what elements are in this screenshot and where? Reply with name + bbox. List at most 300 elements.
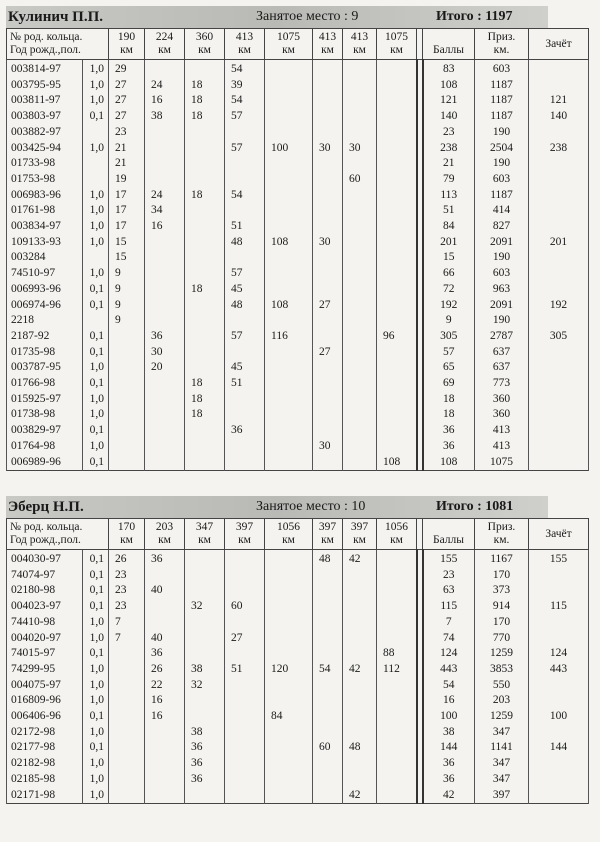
distance-score: 88 [377,646,417,662]
score [529,455,589,471]
points: 42 [423,788,475,804]
distance-score [377,345,417,361]
table-row [7,60,589,78]
distance-score [313,93,343,109]
distance-unit: км [321,534,334,546]
table-row [7,662,589,678]
score: 305 [529,329,589,345]
distance-score [343,93,377,109]
score [529,345,589,361]
distance-score: 57 [225,141,265,157]
distance-score [313,392,343,408]
distance-score [313,60,343,78]
distance-score [109,455,145,471]
distance-score: 18 [185,376,225,392]
prize-km: 347 [475,725,529,741]
distance-score [225,615,265,631]
distance-score: 38 [145,109,185,125]
distance-score [313,678,343,694]
score [529,788,589,804]
score-header-label: Зачёт [545,527,572,540]
ring-number: 006993-96 [7,282,83,298]
table-row [7,740,589,756]
year-sex: 0,1 [83,550,109,568]
table-row [7,360,589,376]
distance-score [377,235,417,251]
distance-score [313,455,343,471]
prize-km: 360 [475,407,529,423]
distance-score: 34 [145,203,185,219]
ring-number: 01766-98 [7,376,83,392]
distance-header [313,29,343,60]
ring-header-label: № род. кольца. [10,521,83,533]
year-sex: 1,0 [83,725,109,741]
distance-score: 30 [313,439,343,455]
distance-score [145,298,185,314]
distance-score [109,439,145,455]
distance-score [377,125,417,141]
distance-header [377,29,417,60]
ring-header [7,29,109,60]
distance-score [343,599,377,615]
distance-score [145,313,185,329]
distance-value: 397 [318,521,337,533]
prize-km: 1141 [475,740,529,756]
distance-score [377,678,417,694]
prize-km: 203 [475,693,529,709]
distance-score [265,266,313,282]
year-sex: 1,0 [83,188,109,204]
distance-score: 45 [225,282,265,298]
points-header-label: Баллы [432,44,464,56]
distance-score: 17 [109,188,145,204]
points: 38 [423,725,475,741]
distance-value: 1075 [277,31,300,43]
header-row [7,29,589,60]
distance-score [343,631,377,647]
prize-km: 770 [475,631,529,647]
year-sex: 1,0 [83,78,109,94]
distance-score [109,772,145,788]
distance-score [343,125,377,141]
distance-score [109,725,145,741]
ring-number: 003425-94 [7,141,83,157]
distance-score [225,788,265,804]
distance-score [265,599,313,615]
ring-header-label: № род. кольца. [10,31,83,43]
distance-score: 57 [225,329,265,345]
points: 54 [423,678,475,694]
distance-score [343,772,377,788]
score-header-label: Зачёт [545,37,572,50]
table-row [7,141,589,157]
distance-score [343,568,377,584]
distance-score [377,93,417,109]
distance-score [377,439,417,455]
table-row [7,172,589,188]
table-header [7,29,589,60]
table-row [7,313,589,329]
distance-score [313,646,343,662]
distance-score [185,313,225,329]
prize-header-unit: км. [493,44,510,56]
distance-score [109,646,145,662]
points: 100 [423,709,475,725]
ring-number: 003787-95 [7,360,83,376]
ring-number: 003284 [7,250,83,266]
distance-unit: км [282,44,295,56]
distance-score [145,235,185,251]
distance-score [109,345,145,361]
distance-score [225,550,265,568]
distance-score [343,266,377,282]
distance-score [185,203,225,219]
ring-number: 01764-98 [7,439,83,455]
distance-score [185,709,225,725]
distance-score [377,141,417,157]
prize-km: 373 [475,583,529,599]
distance-score [377,599,417,615]
distance-score [313,772,343,788]
score: 140 [529,109,589,125]
distance-score: 15 [109,235,145,251]
distance-score [265,678,313,694]
table-row [7,693,589,709]
table-body [7,550,589,804]
distance-score [265,392,313,408]
distance-score [313,78,343,94]
distance-score [185,329,225,345]
distance-score [145,599,185,615]
prize-header-unit: км. [493,534,510,546]
distance-score [343,203,377,219]
distance-score [343,709,377,725]
distance-score [185,455,225,471]
year-sex: 1,0 [83,203,109,219]
distance-score [145,407,185,423]
distance-score: 108 [265,235,313,251]
points: 121 [423,93,475,109]
points: 36 [423,756,475,772]
ring-number: 02185-98 [7,772,83,788]
points: 72 [423,282,475,298]
distance-score [109,407,145,423]
distance-score: 23 [109,125,145,141]
distance-value: 170 [117,521,136,533]
distance-score [313,329,343,345]
year-sex: 0,1 [83,298,109,314]
distance-score: 36 [185,756,225,772]
score [529,693,589,709]
distance-score [109,709,145,725]
distance-score [185,172,225,188]
table-row [7,203,589,219]
distance-score [343,235,377,251]
distance-score: 23 [109,568,145,584]
score [529,360,589,376]
distance-score [343,282,377,298]
distance-score: 40 [145,631,185,647]
prize-km: 1167 [475,550,529,568]
year-sex: 0,1 [83,709,109,725]
distance-score: 26 [109,550,145,568]
ring-number: 01738-98 [7,407,83,423]
distance-score [225,156,265,172]
score [529,725,589,741]
points: 192 [423,298,475,314]
year-sex: 0,1 [83,646,109,662]
distance-score [377,583,417,599]
distance-score [145,756,185,772]
points: 7 [423,615,475,631]
distance-score [265,60,313,78]
distance-score [185,568,225,584]
distance-score: 32 [185,678,225,694]
distance-score [343,615,377,631]
points: 63 [423,583,475,599]
points: 18 [423,392,475,408]
distance-score [225,203,265,219]
ring-number: 02182-98 [7,756,83,772]
table-row [7,219,589,235]
distance-score: 48 [313,550,343,568]
distance-score: 36 [145,646,185,662]
table-row [7,266,589,282]
distance-score [265,360,313,376]
distance-value: 347 [195,521,214,533]
distance-header [265,29,313,60]
distance-score [265,756,313,772]
distance-score [109,360,145,376]
distance-score: 36 [185,740,225,756]
distance-score [313,360,343,376]
distance-score [313,282,343,298]
score-header [529,29,589,60]
year-sex: 1,0 [83,772,109,788]
distance-score [377,282,417,298]
ring-number: 01753-98 [7,172,83,188]
prize-km: 170 [475,615,529,631]
distance-score: 30 [145,345,185,361]
prize-km: 190 [475,250,529,266]
ring-number: 74015-97 [7,646,83,662]
distance-score [109,392,145,408]
year-sex: 1,0 [83,266,109,282]
ring-number: 004030-97 [7,550,83,568]
distance-score [109,693,145,709]
distance-unit: км [321,44,334,56]
distance-score [265,455,313,471]
table-row [7,583,589,599]
year-sex: 1,0 [83,219,109,235]
ring-number: 2187-92 [7,329,83,345]
distance-score [225,455,265,471]
table-row [7,250,589,266]
distance-score [377,756,417,772]
distance-score [185,583,225,599]
distance-score [225,693,265,709]
table-row [7,568,589,584]
distance-score [265,407,313,423]
points: 140 [423,109,475,125]
year-sex [83,250,109,266]
points: 18 [423,407,475,423]
prize-km: 190 [475,313,529,329]
prize-km: 603 [475,172,529,188]
distance-score [343,583,377,599]
year-sex: 0,1 [83,455,109,471]
distance-score [185,439,225,455]
distance-score: 54 [225,93,265,109]
distance-score [313,756,343,772]
ring-number: 003814-97 [7,60,83,78]
distance-score [145,423,185,439]
results-table [6,28,589,471]
year-sex: 0,1 [83,376,109,392]
distance-score [343,423,377,439]
distance-score [343,188,377,204]
points: 108 [423,78,475,94]
distance-score: 84 [265,709,313,725]
distance-score [343,219,377,235]
ring-number: 006406-96 [7,709,83,725]
distance-score: 26 [145,662,185,678]
distance-score [313,583,343,599]
ring-number: 004023-97 [7,599,83,615]
score [529,678,589,694]
distance-score [377,550,417,568]
distance-unit: км [238,44,251,56]
distance-score [265,376,313,392]
prize-km: 914 [475,599,529,615]
distance-unit: км [390,44,403,56]
points: 144 [423,740,475,756]
distance-score: 9 [109,313,145,329]
distance-score: 30 [313,141,343,157]
prize-km: 347 [475,772,529,788]
prize-header [475,519,529,550]
distance-score: 42 [343,550,377,568]
distance-score: 48 [225,235,265,251]
distance-score [377,109,417,125]
prize-km: 1075 [475,455,529,471]
score [529,172,589,188]
score: 238 [529,141,589,157]
distance-score [343,329,377,345]
results-table [6,518,589,804]
distance-score [225,756,265,772]
distance-score [313,203,343,219]
points: 36 [423,439,475,455]
distance-score: 54 [313,662,343,678]
distance-score: 48 [343,740,377,756]
ring-number: 74510-97 [7,266,83,282]
distance-header [109,29,145,60]
distance-score [343,156,377,172]
distance-score [185,550,225,568]
table-header [7,519,589,550]
score: 121 [529,93,589,109]
distance-header [185,519,225,550]
distance-score [265,203,313,219]
prize-km: 2091 [475,235,529,251]
score [529,313,589,329]
score [529,631,589,647]
ring-number: 003795-95 [7,78,83,94]
distance-score [313,172,343,188]
distance-score: 18 [185,78,225,94]
distance-header [225,29,265,60]
prize-km: 347 [475,756,529,772]
distance-score [145,266,185,282]
year-sex: 0,1 [83,599,109,615]
points-header [423,519,475,550]
distance-score [145,376,185,392]
table-row [7,455,589,471]
table-row [7,282,589,298]
ring-number: 003829-97 [7,423,83,439]
distance-score [313,725,343,741]
distance-score: 18 [185,188,225,204]
distance-score [377,740,417,756]
distance-header [343,29,377,60]
distance-score [225,568,265,584]
ring-number: 006983-96 [7,188,83,204]
prize-km: 3853 [475,662,529,678]
distance-header [377,519,417,550]
points: 21 [423,156,475,172]
distance-score [265,583,313,599]
year-sex: 1,0 [83,631,109,647]
year-sex: 0,1 [83,423,109,439]
score [529,615,589,631]
distance-score: 9 [109,266,145,282]
distance-score: 18 [185,93,225,109]
distance-score [343,78,377,94]
distance-score [377,693,417,709]
table-row [7,788,589,804]
table-row [7,439,589,455]
distance-score [185,788,225,804]
year-sex [83,313,109,329]
year-sex: 1,0 [83,360,109,376]
distance-score [185,60,225,78]
points: 79 [423,172,475,188]
ring-number: 02172-98 [7,725,83,741]
distance-score: 27 [109,109,145,125]
table-row [7,109,589,125]
distance-score: 38 [185,725,225,741]
distance-header [145,519,185,550]
distance-score: 23 [109,583,145,599]
distance-header [343,519,377,550]
distance-score [225,407,265,423]
distance-score: 27 [313,298,343,314]
distance-score [185,219,225,235]
ring-number: 003834-97 [7,219,83,235]
table-row [7,188,589,204]
prize-km: 2091 [475,298,529,314]
distance-score: 19 [109,172,145,188]
points: 124 [423,646,475,662]
distance-score: 96 [377,329,417,345]
ring-number: 006974-96 [7,298,83,314]
ring-number: 004020-97 [7,631,83,647]
distance-score [377,156,417,172]
distance-score [145,282,185,298]
points: 83 [423,60,475,78]
prize-km: 1187 [475,109,529,125]
